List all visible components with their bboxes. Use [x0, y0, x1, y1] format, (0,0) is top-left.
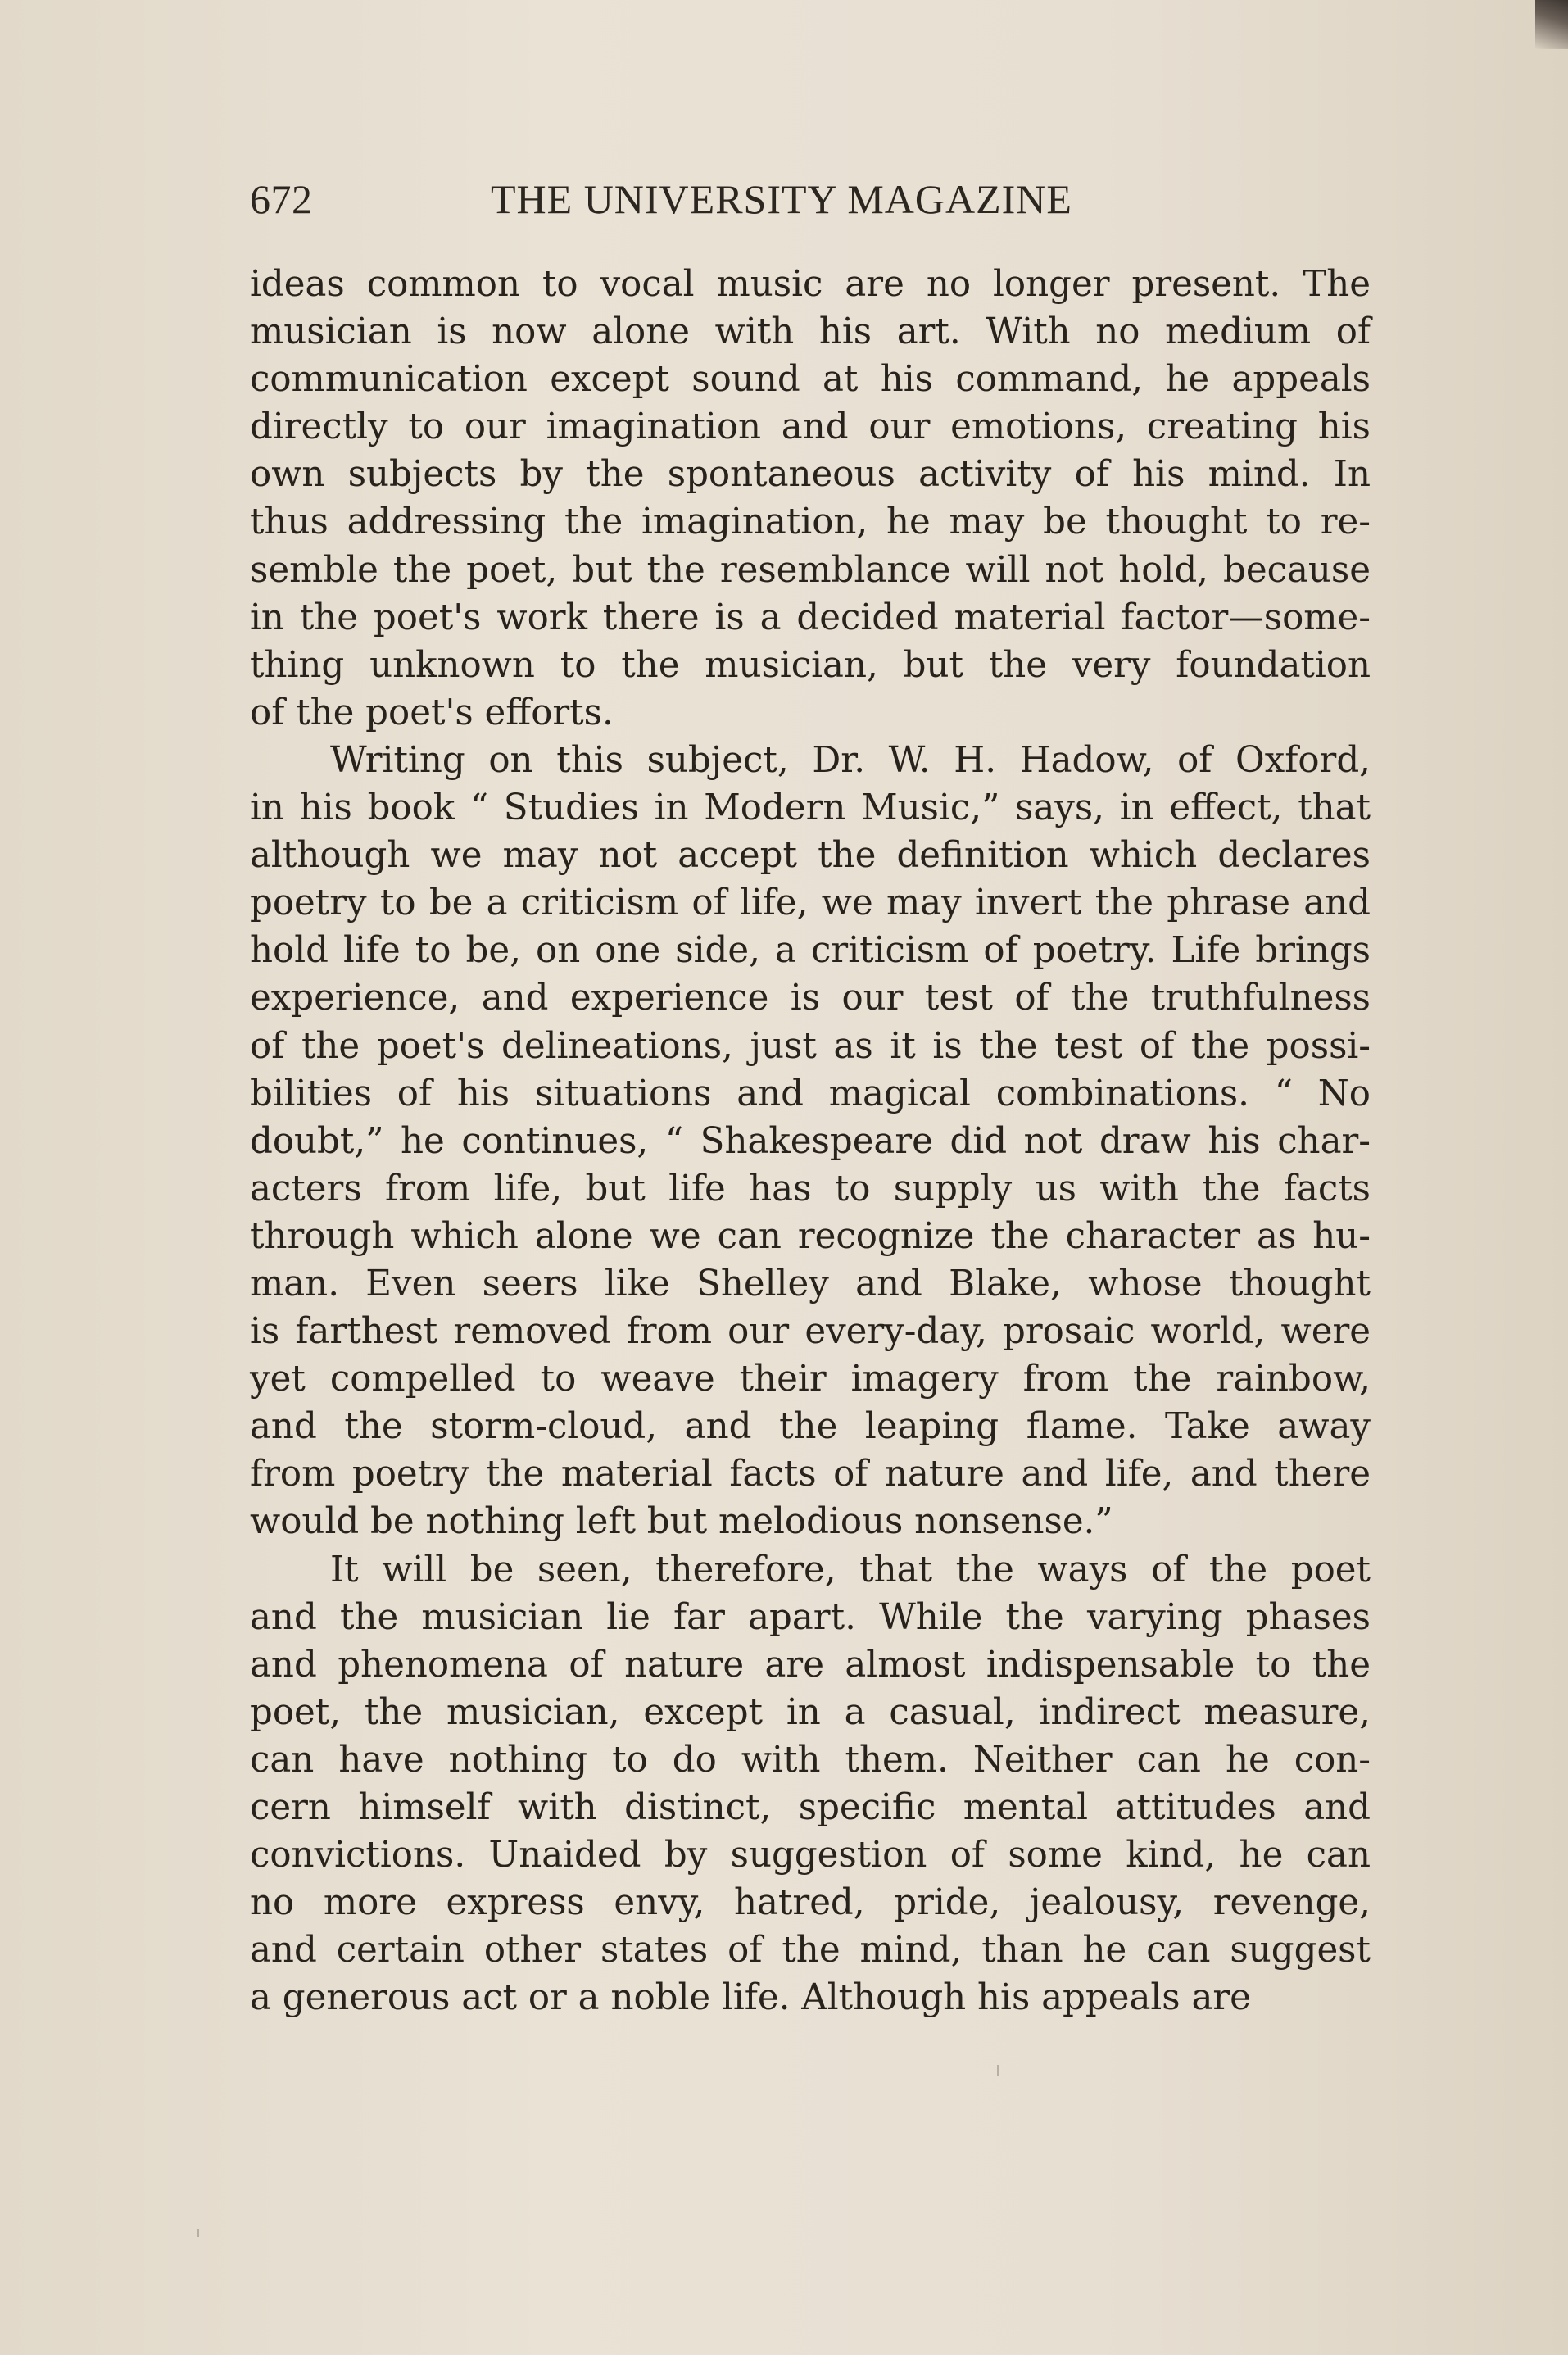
text-line: poet, the musician, except in a casual, indirect measure, — [250, 1691, 1371, 1733]
text-line: own subjects by the spontaneous activity of his mind. In — [250, 454, 1371, 496]
text-line: directly to our imagination and our emotions, creating his — [250, 406, 1371, 448]
running-title: THE UNIVERSITY MAGAZINE — [491, 176, 1072, 222]
text-line: doubt,” he continues, “ Shakespeare did not draw his char- — [250, 1120, 1371, 1162]
text-line: yet compelled to weave their imagery from the rainbow, — [250, 1359, 1371, 1400]
text-line: poetry to be a criticism of life, we may invert the phrase and — [250, 883, 1371, 924]
text-line: can have nothing to do with them. Neither can he con- — [250, 1739, 1371, 1781]
text-line: a generous act or a noble life. Although his appeals are — [250, 1977, 1251, 2019]
text-line: would be nothing left but melodious nonsense.” — [250, 1501, 1113, 1543]
text-line: and the musician lie far apart. While the varying phases — [250, 1596, 1371, 1638]
text-line: communication except sound at his command, he appeals — [250, 359, 1371, 401]
text-line: cern himself with distinct, specific mental attitudes and — [250, 1787, 1371, 1828]
text-line: musician is now alone with his art. With no medium of — [250, 311, 1371, 353]
text-line: experience, and experience is our test of the truthfulness — [250, 978, 1371, 1019]
text-line: and the storm-cloud, and the leaping flame. Take away — [250, 1406, 1371, 1448]
text-line: bilities of his situations and magical combinations. “ No — [250, 1073, 1371, 1114]
text-line: through which alone we can recognize the character as hu- — [250, 1215, 1371, 1257]
page-number: 672 — [250, 176, 313, 222]
text-line: of the poet's delineations, just as it is the test of the possi- — [250, 1025, 1371, 1067]
paragraph — [250, 1546, 1371, 2022]
text-line: man. Even seers like Shelley and Blake, whose thought — [250, 1263, 1371, 1305]
body-text — [250, 261, 1371, 2021]
text-line: hold life to be, on one side, a criticism of poetry. Life brings — [250, 930, 1371, 972]
text-line: Writing on this subject, Dr. W. H. Hadow, of Oxford, — [330, 739, 1371, 781]
text-line: although we may not accept the definition which declares — [250, 835, 1371, 877]
text-line: is farthest removed from our every-day, prosaic world, were — [250, 1311, 1371, 1353]
page-corner-shadow — [1535, 0, 1568, 49]
text-line: ideas common to vocal music are no longer present. The — [250, 264, 1371, 305]
text-line: in the poet's work there is a decided material factor—some- — [250, 597, 1371, 638]
paragraph — [250, 737, 1371, 1546]
text-line: It will be seen, therefore, that the ways of the poet — [330, 1549, 1371, 1590]
page-blemish — [997, 2065, 999, 2076]
page-blemish — [197, 2229, 199, 2237]
text-line: thus addressing the imagination, he may be thought to re- — [250, 501, 1371, 543]
text-line: from poetry the material facts of nature and life, and there — [250, 1454, 1371, 1495]
text-line: semble the poet, but the resemblance will not hold, because — [250, 549, 1371, 591]
text-line: and phenomena of nature are almost indispensable to the — [250, 1644, 1371, 1686]
text-line: no more express envy, hatred, pride, jealousy, revenge, — [250, 1882, 1371, 1924]
text-line: acters from life, but life has to supply us with the facts — [250, 1168, 1371, 1209]
text-line: thing unknown to the musician, but the very foundation — [250, 644, 1371, 686]
text-line: in his book “ Studies in Modern Music,” says, in effect, that — [250, 787, 1371, 829]
text-line: and certain other states of the mind, than he can suggest — [250, 1930, 1371, 1972]
page-header — [250, 175, 1126, 233]
paragraph — [250, 261, 1371, 737]
text-line: convictions. Unaided by suggestion of some kind, he can — [250, 1835, 1371, 1876]
text-line: of the poet's efforts. — [250, 692, 614, 733]
